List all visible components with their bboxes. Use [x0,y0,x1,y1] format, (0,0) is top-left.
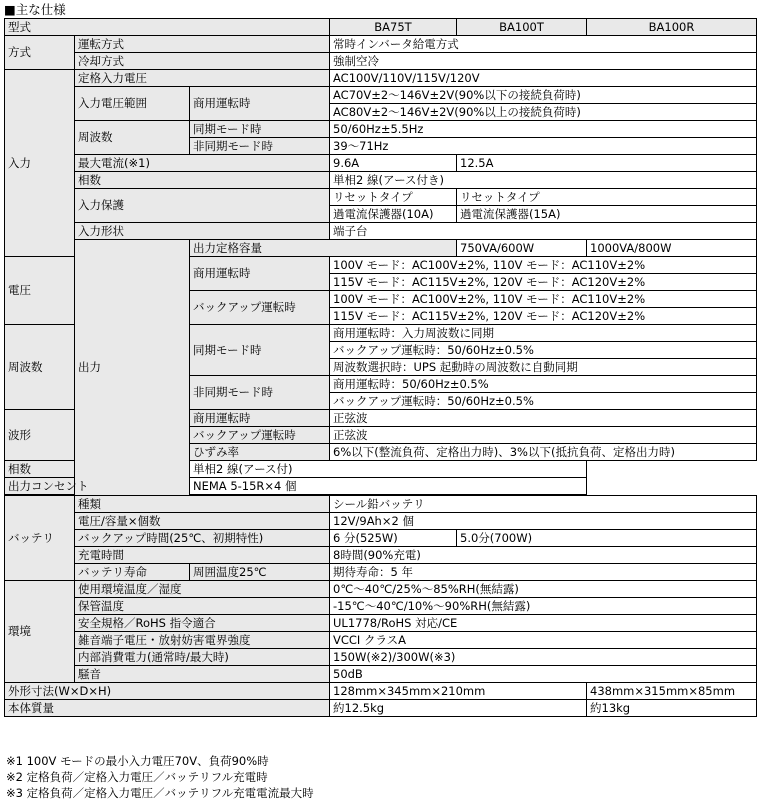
spec-value: バックアップ運転時：50/60Hz±0.5% [330,342,757,359]
table-row [5,172,757,189]
spec-value: 128mm×345mm×210mm [330,683,587,700]
spec-value: 6 分(525W) [330,530,457,547]
spec-sublabel: 非同期モード時 [190,138,330,155]
category-battery: バッテリ [5,496,75,581]
spec-value: 単相2 線(アース付) [190,461,587,478]
spec-label: 冷却方式 [75,53,330,70]
spec-value: 端子台 [330,223,757,240]
spec-label: 入力電圧範囲 [75,87,190,121]
spec-value: AC100V/110V/115V/120V [330,70,757,87]
spec-value: リセットタイプ [457,189,757,206]
model-ba75t: BA75T [330,19,457,36]
spec-label: 外形寸法(W×D×H) [5,683,330,700]
spec-value: 100V モード：AC100V±2%, 110V モード：AC110V±2% [330,291,757,308]
spec-value: 商用運転時：50/60Hz±0.5% [330,376,757,393]
spec-value: 期待寿命：5 年 [330,564,757,581]
spec-value: リセットタイプ [330,189,457,206]
spec-label: 出力コンセント [5,478,190,495]
spec-value: 115V モード：AC115V±2%, 120V モード：AC120V±2% [330,274,757,291]
table-row [5,240,757,257]
spec-label: 波形 [5,410,75,461]
spec-value: VCCI クラスA [330,632,757,649]
spec-label: 本体質量 [5,700,330,717]
table-row [5,478,757,495]
spec-value: 50dB [330,666,757,683]
category-kankyo: 環境 [5,581,75,683]
spec-label: 内部消費電力(通常時/最大時) [75,649,330,666]
spec-sublabel: ひずみ率 [190,444,330,461]
spec-label: 騒音 [75,666,330,683]
table-row [5,496,757,513]
spec-value: 438mm×315mm×85mm [587,683,757,700]
spec-value: 正弦波 [330,427,757,444]
table-row [5,461,757,478]
spec-table [4,18,757,717]
spec-label: 種類 [75,496,330,513]
spec-value: AC70V±2～146V±2V(90%以下の接続負荷時) [330,87,757,104]
table-row [5,87,757,104]
spec-label: バッテリ寿命 [75,564,190,581]
spec-value: 約12.5kg [330,700,587,717]
spec-label: 雑音端子電圧・放射妨害電界強度 [75,632,330,649]
spec-sublabel: 周囲温度25℃ [190,564,330,581]
spec-value: 150W(※2)/300W(※3) [330,649,757,666]
spec-sublabel: バックアップ運転時 [190,427,330,444]
spec-sublabel: 同期モード時 [190,325,330,376]
spec-value: -15℃～40℃/10%～90%RH(無結露) [330,598,757,615]
spec-value: 12.5A [457,155,757,172]
spec-label: 入力保護 [75,189,330,223]
table-row [5,598,757,615]
footnote: ※3 定格負荷／定格入力電圧／バッテリフル充電電流最大時 [6,786,314,800]
spec-sublabel: バックアップ運転時 [190,291,330,325]
spec-label: 入力形状 [75,223,330,240]
spec-sublabel: 商用運転時 [190,257,330,291]
spec-value: バックアップ運転時：50/60Hz±0.5% [330,393,757,410]
table-header-row [5,19,757,36]
table-row [5,53,757,70]
spec-label: バックアップ時間(25℃、初期特性) [75,530,330,547]
spec-sublabel: 商用運転時 [190,410,330,427]
table-row [5,649,757,666]
spec-value: 正弦波 [330,410,757,427]
spec-label: 保管温度 [75,598,330,615]
table-row [5,564,757,581]
table-row [5,36,757,53]
spec-value: 0℃～40℃/25%～85%RH(無結露) [330,581,757,598]
spec-label: 相数 [5,461,190,478]
spec-value: 常時インバータ給電方式 [330,36,757,53]
model-header: 型式 [5,19,330,36]
spec-value: 12V/9Ah×2 個 [330,513,757,530]
table-row [5,223,757,240]
spec-value: 750VA/600W [457,240,587,257]
spec-value: 強制空冷 [330,53,757,70]
category-shutsuryoku: 出力 [75,240,190,496]
table-row [5,547,757,564]
spec-sublabel: 同期モード時 [190,121,330,138]
spec-label: 電圧/容量×個数 [75,513,330,530]
spec-value: 115V モード：AC115V±2%, 120V モード：AC120V±2% [330,308,757,325]
spec-value: 8時間(90%充電) [330,547,757,564]
spec-value: 6%以下(整流負荷、定格出力時)、3%以下(抵抗負荷、定格出力時) [330,444,757,461]
table-row [5,70,757,87]
spec-value: 過電流保護器(10A) [330,206,457,223]
spec-value: 39～71Hz [330,138,757,155]
table-row [5,700,757,717]
spec-value: 周波数選択時：UPS 起動時の周波数に自動同期 [330,359,757,376]
table-row [5,581,757,598]
spec-value: 約13kg [587,700,757,717]
spec-label: 安全規格／RoHS 指令適合 [75,615,330,632]
spec-label: 相数 [75,172,330,189]
spec-value: 1000VA/800W [587,240,757,257]
spec-label: 運転方式 [75,36,330,53]
table-row [5,632,757,649]
spec-value: NEMA 5-15R×4 個 [190,478,587,495]
table-row [5,513,757,530]
spec-label: 使用環境温度／湿度 [75,581,330,598]
table-row [5,189,757,206]
spec-sublabel: 非同期モード時 [190,376,330,410]
table-row [5,155,757,172]
model-ba100t: BA100T [457,19,587,36]
spec-label: 最大電流(※1) [75,155,330,172]
spec-label: 定格入力電圧 [75,70,330,87]
footnote: ※2 定格負荷／定格入力電圧／バッテリフル充電時 [6,770,268,784]
spec-value: 5.0分(700W) [457,530,757,547]
spec-value: 過電流保護器(15A) [457,206,757,223]
spec-value: AC80V±2～146V±2V(90%以上の接続負荷時) [330,104,757,121]
category-hoshiki: 方式 [5,36,75,70]
spec-value: 単相2 線(アース付き) [330,172,757,189]
spec-label: 充電時間 [75,547,330,564]
spec-label: 周波数 [5,325,75,410]
table-row [5,121,757,138]
spec-value: 50/60Hz±5.5Hz [330,121,757,138]
model-ba100r: BA100R [587,19,757,36]
spec-label: 電圧 [5,257,75,325]
spec-value: 100V モード：AC100V±2%, 110V モード：AC110V±2% [330,257,757,274]
spec-label: 周波数 [75,121,190,155]
section-title: ■主な仕様 [4,2,66,17]
spec-value: 商用運転時：入力周波数に同期 [330,325,757,342]
footnote: ※1 100V モードの最小入力電圧70V、負荷90%時 [6,754,269,768]
spec-label: 出力定格容量 [190,240,457,257]
spec-value: 9.6A [330,155,457,172]
spec-sublabel: 商用運転時 [190,87,330,121]
table-row [5,530,757,547]
table-row [5,615,757,632]
spec-value: シール鉛バッテリ [330,496,757,513]
table-row [5,683,757,700]
spec-value: UL1778/RoHS 対応/CE [330,615,757,632]
category-nyuryoku: 入力 [5,70,75,257]
table-row [5,666,757,683]
